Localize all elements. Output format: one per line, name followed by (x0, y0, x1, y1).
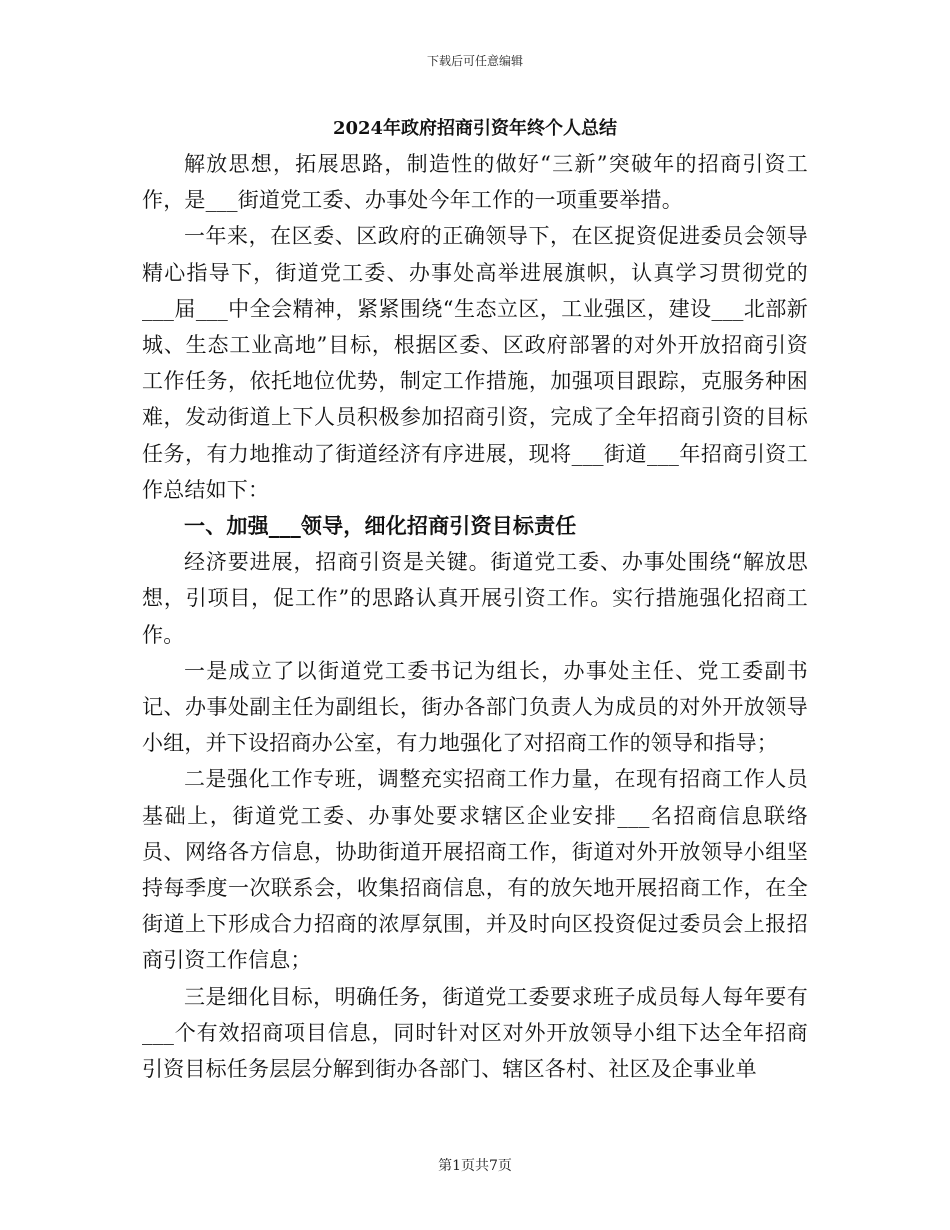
paragraph-economy: 经济要进展，招商引资是关键。街道党工委、办事处围绕“解放思想，引项目，促工作”的思路认真开展引资工作。实行措施强化招商工作。 (142, 550, 808, 647)
document-title: 2024年政府招商引资年终个人总结 (332, 118, 618, 139)
paragraph-overview: 一年来，在区委、区政府的正确领导下，在区捉资促进委员会领导精心指导下，街道党工委、办事处高举进展旗帜，认真学习贯彻党的___届___中全会精神，紧紧围绕“生态立区，工业强区，建设___北部新城、生态工业高地”目标，根据区委、区政府部署的对外开放招商引资工作任务，依托地位优势，制定工作措施，加强项目跟踪，克服务种困难，发动街道上下人员积极参加招商引资，完成了全年招商引资的目标任务，有力地推动了街道经济有序进展，现将___街道___年招商引资工作总结如下： (142, 224, 808, 502)
paragraph-point-three: 三是细化目标，明确任务，街道党工委要求班子成员每人每年要有___个有效招商项目信息，同时针对区对外开放领导小组下达全年招商引资目标任务层层分解到街办各部门、辖区各村、社区及企事业单 (142, 984, 808, 1082)
paragraph-point-one: 一是成立了以街道党工委书记为组长，办事处主任、党工委副书记、办事处副主任为副组长，街办各部门负责人为成员的对外开放领导小组，并下设招商办公室，有力地强化了对招商工作的领导和指导； (142, 658, 808, 756)
page-header-note: 下载后可任意编辑 (426, 54, 523, 68)
paragraph-intro: 解放思想，拓展思路，制造性的做好“三新”突破年的招商引资工作，是___街道党工委、办事处今年工作的一项重要举措。 (142, 152, 808, 213)
section-heading-1: 一、加强___领导，细化招商引资目标责任 (184, 513, 577, 539)
page-footer-number: 第1页共7页 (438, 1158, 512, 1174)
paragraph-point-two: 二是强化工作专班，调整充实招商工作力量，在现有招商工作人员基础上，街道党工委、办事处要求辖区企业安排___名招商信息联络员、网络各方信息，协助街道开展招商工作，街道对外开放领导小组坚持每季度一次联系会，收集招商信息，有的放矢地开展招商工作，在全街道上下形成合力招商的浓厚氛围，并及时向区投资促过委员会上报招商引资工作信息； (142, 767, 808, 973)
document-body (142, 112, 808, 1087)
